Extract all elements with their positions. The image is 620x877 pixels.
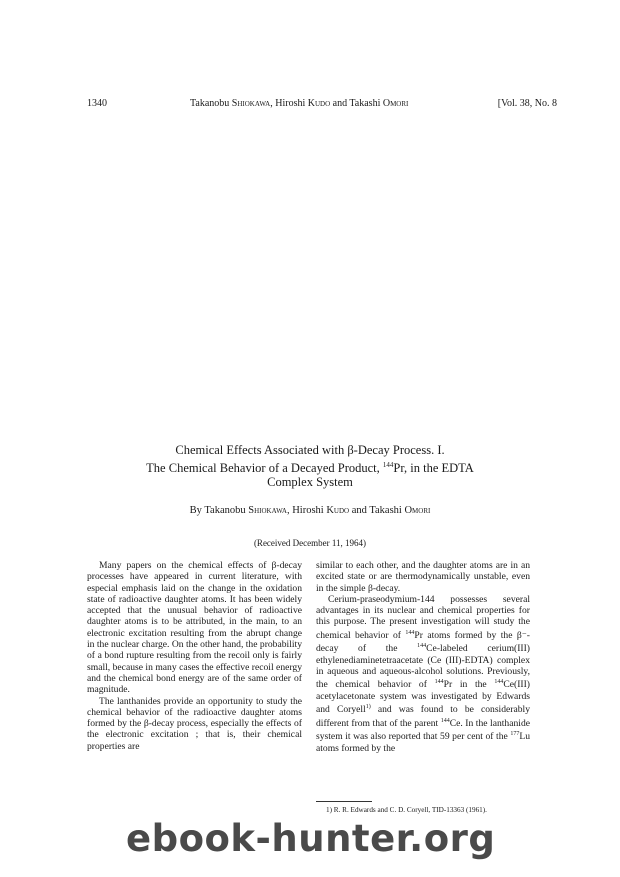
footnote-rule bbox=[316, 801, 372, 802]
article-title bbox=[100, 443, 520, 490]
page-number: 1340 bbox=[87, 98, 107, 109]
running-head-authors: Takanobu Shiokawa, Hiroshi Kudo and Takashi Omori bbox=[190, 98, 409, 109]
title-line-2: The Chemical Behavior of a Decayed Product, $^{144}$Pr, in the EDTA bbox=[146, 460, 474, 475]
paragraph: The lanthanides provide an opportunity to study the chemical behavior of the radioactive daughter atoms formed by the β-decay process, especially the effects of the electronic excitation ; that is, their chemical properties are bbox=[87, 695, 302, 752]
byline: By Takanobu Shiokawa, Hiroshi Kudo and Takashi Omori bbox=[189, 505, 431, 516]
title-line-3: Complex System bbox=[267, 475, 353, 490]
paragraph: similar to each other, and the daughter atoms are in an excited state or are thermodynamically unstable, even in the simple β-decay. bbox=[316, 560, 530, 594]
volume-info: [Vol. 38, No. 8 bbox=[497, 98, 557, 109]
footnote: 1) R. R. Edwards and C. D. Coryell, TID-13363 (1961). bbox=[326, 806, 487, 814]
received-date: (Received December 11, 1964) bbox=[253, 538, 367, 548]
watermark: ebook-hunter.org bbox=[126, 817, 496, 860]
body-column-right bbox=[316, 560, 530, 754]
body-column-left bbox=[87, 560, 302, 752]
running-head bbox=[87, 98, 557, 112]
title-line-1: Chemical Effects Associated with β-Decay Process. I. bbox=[175, 443, 445, 457]
paragraph: Many papers on the chemical effects of β-decay processes have appeared in current literature, with especial emphasis laid on the change in the oxidation state of radioactive daughter atoms. It has been widely accepted that the unusual behavior of radioactive daughter atoms is to be attributed, in the main, to an electronic excitation resulting from the abrupt change in the nuclear charge. On the other hand, the probability of a bond rupture resulting from the recoil only is fairly small, because in many cases the effective recoil energy and the chemical bond energy are of the same order of magnitude. bbox=[87, 560, 302, 696]
paragraph: Cerium-praseodymium-144 possesses several advantages in its nuclear and chemical properties for this purpose. The present investigation will study the chemical behavior of $^{144}$Pr atoms formed by the β⁻-decay of the $^{144}$Ce-labeled cerium(III) ethylenediaminetetraacetate (Ce (III)-EDTA) complex in aqueous and aqueous-alcohol solutions. Previously, the chemical behavior of $^{144}$Pr in the $^{144}$Ce(III) acetylacetonate system was investigated by Edwards and Coryell$^{1)}$ and was found to be considerably different from that of the parent $^{144}$Ce. In the lanthanide system it was also reported that 59 per cent of the $^{177}$Lu atoms formed by the bbox=[316, 593, 531, 754]
